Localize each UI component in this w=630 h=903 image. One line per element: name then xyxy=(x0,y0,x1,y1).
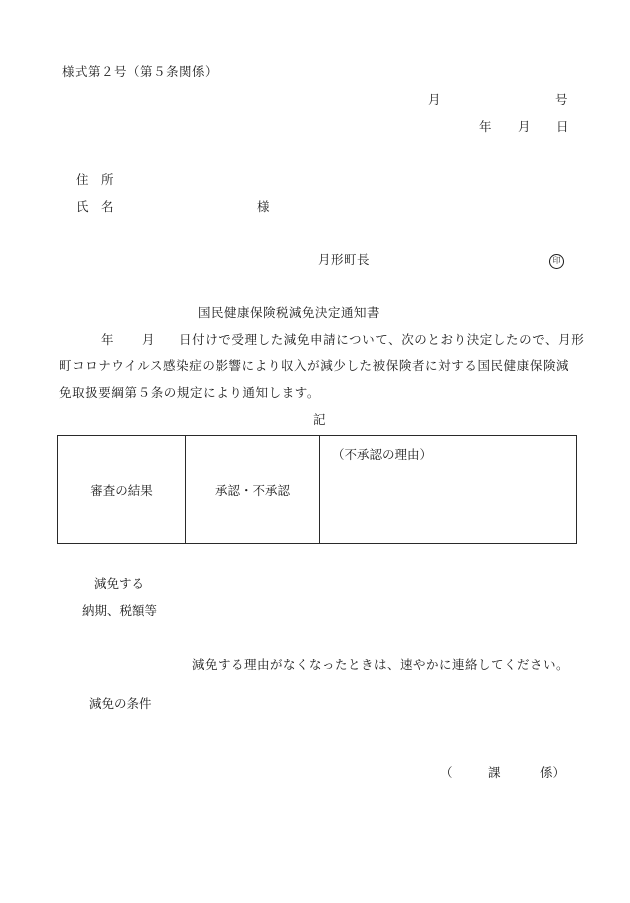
conditions-label: 減免の条件 xyxy=(89,696,152,711)
document-title: 国民健康保険税減免決定通知書 xyxy=(198,305,381,320)
footer-staff-label: 係） xyxy=(540,765,566,780)
name-label: 氏 名 xyxy=(76,199,114,214)
approval-options-cell xyxy=(186,436,320,544)
approval-options: 承認・不承認 xyxy=(214,482,290,498)
body-line-1-month: 月 xyxy=(142,332,156,347)
body-line-1-year: 年 xyxy=(101,332,115,347)
date-day-label: 日 xyxy=(556,119,569,134)
form-reference: 様式第２号（第５条関係） xyxy=(62,64,219,79)
rejection-reason-label: （不承認の理由） xyxy=(332,447,433,462)
reduction-label: 減免する xyxy=(94,576,145,591)
review-result-label xyxy=(58,436,186,544)
seal-mark xyxy=(549,253,564,269)
honorific-label: 様 xyxy=(257,199,270,214)
body-line-3: 免取扱要綱第５条の規定により通知します。 xyxy=(59,385,321,400)
footer-open-paren: （ xyxy=(440,765,453,780)
date-year-label: 年 xyxy=(479,119,492,134)
address-label: 住 所 xyxy=(76,172,114,187)
notice-text: 減免する理由がなくなったときは、速やかに連絡してください。 xyxy=(192,657,570,672)
review-result-table xyxy=(57,435,577,544)
seal-icon: 印 xyxy=(549,254,564,269)
review-result-label-text: 審査の結果 xyxy=(90,482,153,498)
number-month-label: 月 xyxy=(428,92,441,107)
sender-title: 月形町長 xyxy=(318,252,371,267)
footer-section-label: 課 xyxy=(488,765,501,780)
rejection-reason-cell xyxy=(320,436,577,544)
number-go-label: 号 xyxy=(555,92,568,107)
body-line-2: 町コロナウイルス感染症の影響により収入が減少した被保険者に対する国民健康保険減 xyxy=(59,358,570,373)
payment-period-label: 納期、税額等 xyxy=(82,603,158,618)
date-month-label: 月 xyxy=(518,119,531,134)
ki-heading: 記 xyxy=(313,412,326,427)
body-line-1: 日付けで受理した減免申請について、次のとおり決定したので、月形 xyxy=(179,332,585,347)
